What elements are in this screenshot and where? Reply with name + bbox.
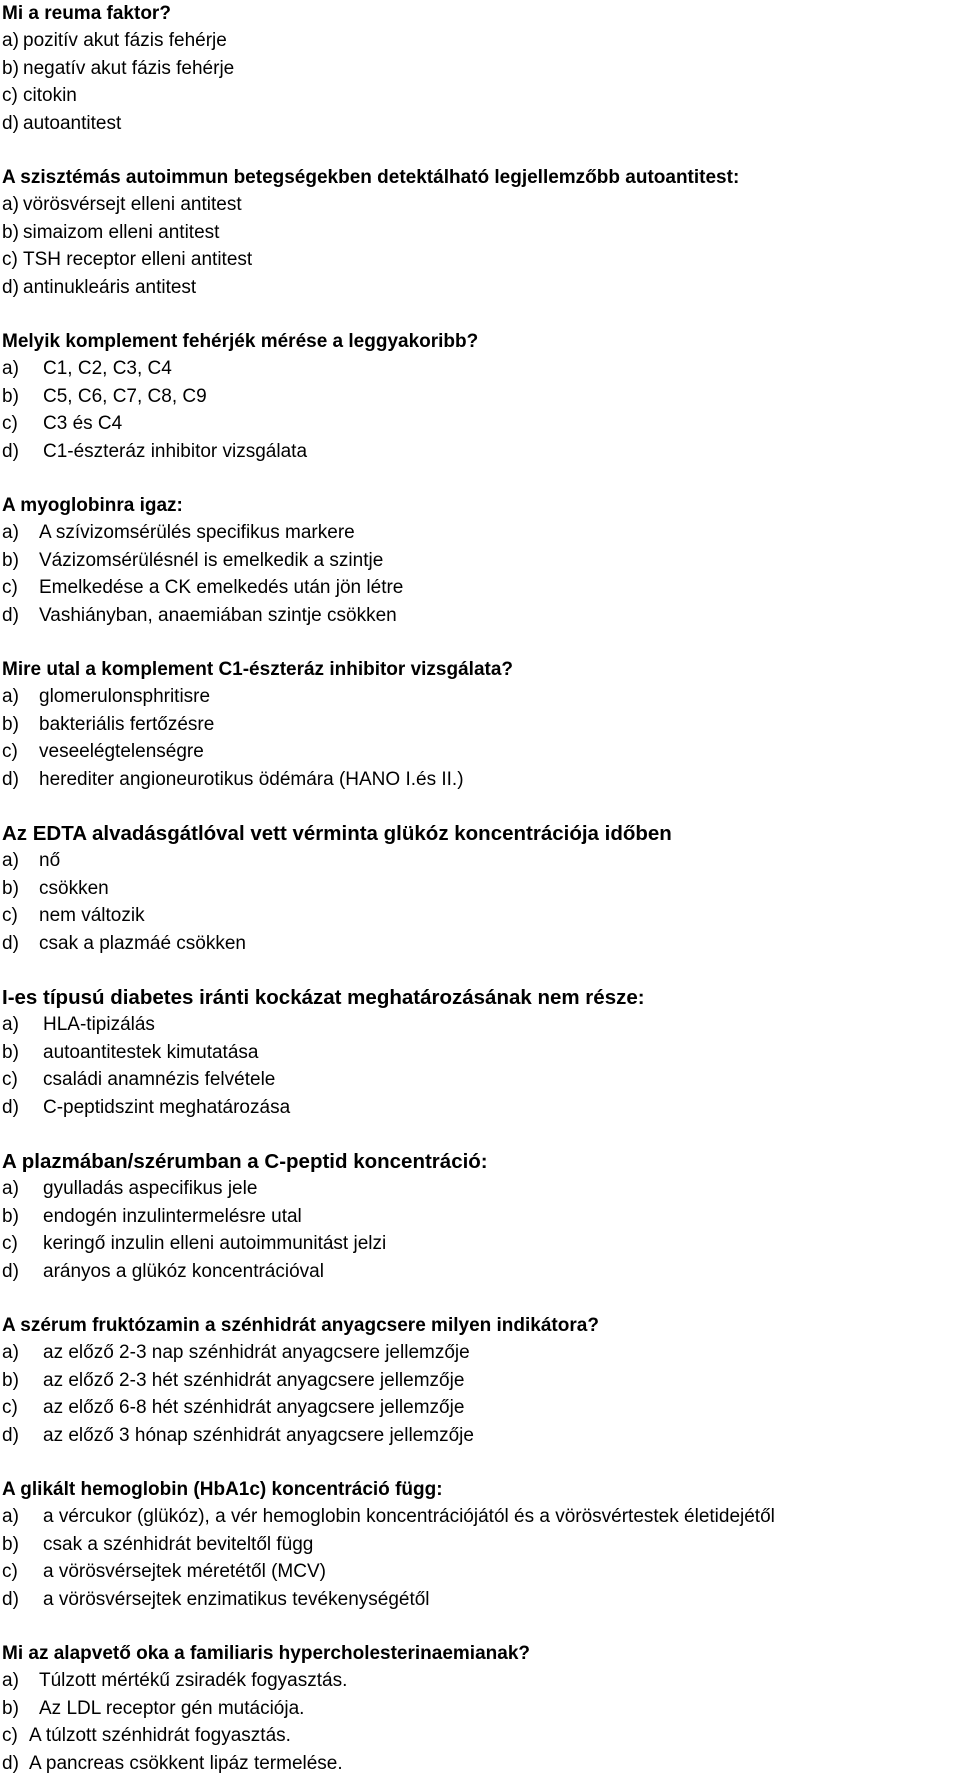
option-text: nem változik — [39, 905, 145, 926]
option-text: C5, C6, C7, C8, C9 — [43, 385, 207, 407]
answer-option — [2, 738, 952, 766]
answer-option — [2, 711, 952, 739]
option-letter: b) — [2, 713, 19, 735]
answer-options — [2, 1667, 952, 1777]
question-5 — [2, 656, 952, 793]
option-letter: b) — [2, 221, 19, 243]
option-text: herediter angioneurotikus ödémára (HANO I.és II.) — [39, 768, 464, 790]
option-text: Vashiányban, anaemiában szintje csökken — [39, 604, 397, 626]
option-text: gyulladás aspecifikus jele — [43, 1178, 258, 1199]
option-text: veseelégtelenségre — [39, 741, 204, 762]
answer-option — [2, 110, 952, 138]
option-letter: b) — [2, 549, 19, 571]
answer-option — [2, 1503, 952, 1531]
answer-options — [2, 683, 952, 793]
answer-option — [2, 27, 952, 55]
option-text: glomerulonsphritisre — [39, 686, 211, 707]
option-letter: a) — [2, 1342, 19, 1363]
option-letter: b) — [2, 1533, 19, 1555]
question-title: Mi az alapvető oka a familiaris hypercholesterinaemianak? — [2, 1643, 530, 1664]
option-letter: b) — [2, 1697, 19, 1719]
question-title: A glikált hemoglobin (HbA1c) koncentráció függ: — [2, 1479, 443, 1500]
question-6 — [2, 820, 952, 957]
question-title: Mire utal a komplement C1-észteráz inhibitor vizsgálata? — [2, 659, 514, 680]
option-letter: d) — [2, 932, 19, 954]
answer-option — [2, 1230, 952, 1258]
answer-option — [2, 1367, 952, 1395]
option-text: az előző 6-8 hét szénhidrát anyagcsere jellemzője — [43, 1397, 465, 1418]
answer-option — [2, 547, 952, 575]
question-title: I-es típusú diabetes iránti kockázat meghatározásának nem része: — [2, 986, 645, 1009]
answer-options — [2, 1175, 952, 1285]
option-text: negatív akut fázis fehérje — [23, 57, 235, 79]
answer-option — [2, 1394, 952, 1422]
option-letter: c) — [2, 1069, 18, 1090]
answer-option — [2, 1066, 952, 1094]
spacer — [2, 1121, 952, 1148]
answer-option — [2, 1750, 952, 1778]
spacer — [2, 957, 952, 984]
option-letter: b) — [2, 1205, 19, 1227]
answer-option — [2, 766, 952, 794]
option-text: arányos a glükóz koncentrációval — [43, 1260, 324, 1282]
option-text: antinukleáris antitest — [23, 276, 197, 298]
answer-option — [2, 1531, 952, 1559]
answer-option — [2, 519, 952, 547]
option-letter: c) — [2, 413, 18, 434]
option-letter: c) — [2, 741, 18, 762]
question-title: A szisztémás autoimmun betegségekben detektálható legjellemzőbb autoantitest: — [2, 167, 740, 188]
option-text: endogén inzulintermelésre utal — [43, 1205, 302, 1227]
answer-option — [2, 930, 952, 958]
answer-option — [2, 55, 952, 83]
answer-option — [2, 82, 952, 110]
option-letter: b) — [2, 1369, 19, 1391]
spacer — [2, 137, 952, 164]
answer-options — [2, 1011, 952, 1121]
answer-option — [2, 1667, 952, 1695]
option-letter: d) — [2, 440, 19, 462]
spacer — [2, 301, 952, 328]
option-letter: d) — [2, 1424, 19, 1446]
option-letter: c) — [2, 577, 18, 598]
option-letter: c) — [2, 1233, 18, 1254]
answer-option — [2, 1175, 952, 1203]
question-title: Az EDTA alvadásgátlóval vett vérminta glükóz koncentrációja időben — [2, 822, 672, 845]
option-text: Túlzott mértékű zsiradék fogyasztás. — [39, 1670, 348, 1691]
option-letter: c) — [2, 1561, 18, 1582]
option-text: HLA-tipizálás — [43, 1014, 155, 1035]
option-text: nő — [39, 850, 61, 871]
answer-option — [2, 602, 952, 630]
option-text: TSH receptor elleni antitest — [23, 249, 253, 270]
question-3 — [2, 328, 952, 465]
option-letter: a) — [2, 522, 19, 543]
answer-option — [2, 1258, 952, 1286]
option-text: vörösvérsejt elleni antitest — [23, 194, 242, 215]
option-text: A túlzott szénhidrát fogyasztás. — [29, 1725, 291, 1746]
option-letter: a) — [2, 686, 19, 707]
option-letter: c) — [2, 249, 18, 270]
option-letter: a) — [2, 1670, 19, 1691]
answer-option — [2, 219, 952, 247]
option-text: simaizom elleni antitest — [23, 221, 220, 243]
answer-options — [2, 191, 952, 301]
option-text: bakteriális fertőzésre — [39, 713, 215, 735]
option-text: a vörösvérsejtek méretétől (MCV) — [43, 1561, 326, 1582]
answer-option — [2, 875, 952, 903]
option-text: autoantitestek kimutatása — [43, 1041, 259, 1063]
spacer — [2, 629, 952, 656]
option-letter: a) — [2, 850, 19, 871]
question-9 — [2, 1312, 952, 1449]
option-text: az előző 2-3 hét szénhidrát anyagcsere jellemzője — [43, 1369, 465, 1391]
answer-option — [2, 1011, 952, 1039]
option-letter: d) — [2, 1588, 19, 1610]
answer-option — [2, 274, 952, 302]
option-letter: d) — [2, 604, 19, 626]
question-title: A szérum fruktózamin a szénhidrát anyagcsere milyen indikátora? — [2, 1315, 599, 1336]
question-7 — [2, 984, 952, 1121]
answer-options — [2, 1503, 952, 1613]
option-letter: a) — [2, 1506, 19, 1527]
answer-option — [2, 1203, 952, 1231]
option-letter: a) — [2, 1178, 19, 1199]
answer-option — [2, 1558, 952, 1586]
answer-option — [2, 1339, 952, 1367]
answer-option — [2, 1722, 952, 1750]
option-letter: a) — [2, 30, 19, 51]
answer-option — [2, 410, 952, 438]
answer-option — [2, 1695, 952, 1723]
option-text: az előző 3 hónap szénhidrát anyagcsere jellemzője — [43, 1424, 474, 1446]
answer-option — [2, 438, 952, 466]
option-text: az előző 2-3 nap szénhidrát anyagcsere jellemzője — [43, 1342, 470, 1363]
option-letter: d) — [2, 1096, 19, 1118]
option-letter: c) — [2, 905, 18, 926]
option-text: C-peptidszint meghatározása — [43, 1096, 291, 1118]
option-letter: a) — [2, 1014, 19, 1035]
option-text: csökken — [39, 877, 109, 899]
question-title: Mi a reuma faktor? — [2, 3, 171, 24]
option-letter: b) — [2, 57, 19, 79]
option-letter: a) — [2, 194, 19, 215]
option-letter: c) — [2, 1725, 18, 1746]
option-text: A pancreas csökkent lipáz termelése. — [29, 1752, 343, 1774]
option-text: C3 és C4 — [43, 413, 123, 434]
question-title: A myoglobinra igaz: — [2, 495, 183, 516]
option-text: a vörösvérsejtek enzimatikus tevékenységétől — [43, 1588, 430, 1610]
answer-options — [2, 519, 952, 629]
answer-options — [2, 27, 952, 137]
question-8 — [2, 1148, 952, 1285]
option-text: a vércukor (glükóz), a vér hemoglobin koncentrációjától és a vörösvértestek életidejétől — [43, 1506, 775, 1527]
option-letter: a) — [2, 358, 19, 379]
option-letter: b) — [2, 1041, 19, 1063]
question-10 — [2, 1476, 952, 1613]
option-text: családi anamnézis felvétele — [43, 1069, 276, 1090]
answer-options — [2, 1339, 952, 1449]
option-letter: d) — [2, 276, 19, 298]
option-text: C1, C2, C3, C4 — [43, 358, 172, 379]
answer-option — [2, 683, 952, 711]
option-text: autoantitest — [23, 112, 122, 134]
option-letter: d) — [2, 1260, 19, 1282]
option-letter: d) — [2, 768, 19, 790]
option-letter: b) — [2, 877, 19, 899]
spacer — [2, 793, 952, 820]
answer-option — [2, 847, 952, 875]
option-letter: c) — [2, 1397, 18, 1418]
option-text: Vázizomsérülésnél is emelkedik a szintje — [39, 549, 384, 571]
document-page — [2, 0, 952, 1777]
answer-option — [2, 246, 952, 274]
answer-option — [2, 1039, 952, 1067]
question-title: Melyik komplement fehérjék mérése a leggyakoribb? — [2, 331, 479, 352]
answer-options — [2, 847, 952, 957]
question-4 — [2, 492, 952, 629]
option-text: csak a szénhidrát beviteltől függ — [43, 1533, 314, 1555]
option-text: A szívizomsérülés specifikus markere — [39, 522, 355, 543]
answer-option — [2, 383, 952, 411]
answer-option — [2, 191, 952, 219]
answer-options — [2, 355, 952, 465]
spacer — [2, 1449, 952, 1476]
option-text: citokin — [23, 85, 77, 106]
option-letter: b) — [2, 385, 19, 407]
option-text: C1-észteráz inhibitor vizsgálata — [43, 440, 308, 462]
question-1 — [2, 0, 952, 137]
option-letter: c) — [2, 85, 18, 106]
answer-option — [2, 1094, 952, 1122]
option-letter: d) — [2, 112, 19, 134]
option-text: pozitív akut fázis fehérje — [23, 30, 227, 51]
option-letter: d) — [2, 1752, 19, 1774]
answer-option — [2, 1422, 952, 1450]
answer-option — [2, 574, 952, 602]
option-text: csak a plazmáé csökken — [39, 932, 246, 954]
answer-option — [2, 355, 952, 383]
spacer — [2, 1613, 952, 1640]
option-text: keringő inzulin elleni autoimmunitást jelzi — [43, 1233, 387, 1254]
question-11 — [2, 1640, 952, 1777]
question-title: A plazmában/szérumban a C-peptid koncentráció: — [2, 1150, 488, 1173]
option-text: Az LDL receptor gén mutációja. — [39, 1697, 305, 1719]
answer-option — [2, 902, 952, 930]
answer-option — [2, 1586, 952, 1614]
question-2 — [2, 164, 952, 301]
spacer — [2, 465, 952, 492]
option-text: Emelkedése a CK emelkedés után jön létre — [39, 577, 404, 598]
spacer — [2, 1285, 952, 1312]
